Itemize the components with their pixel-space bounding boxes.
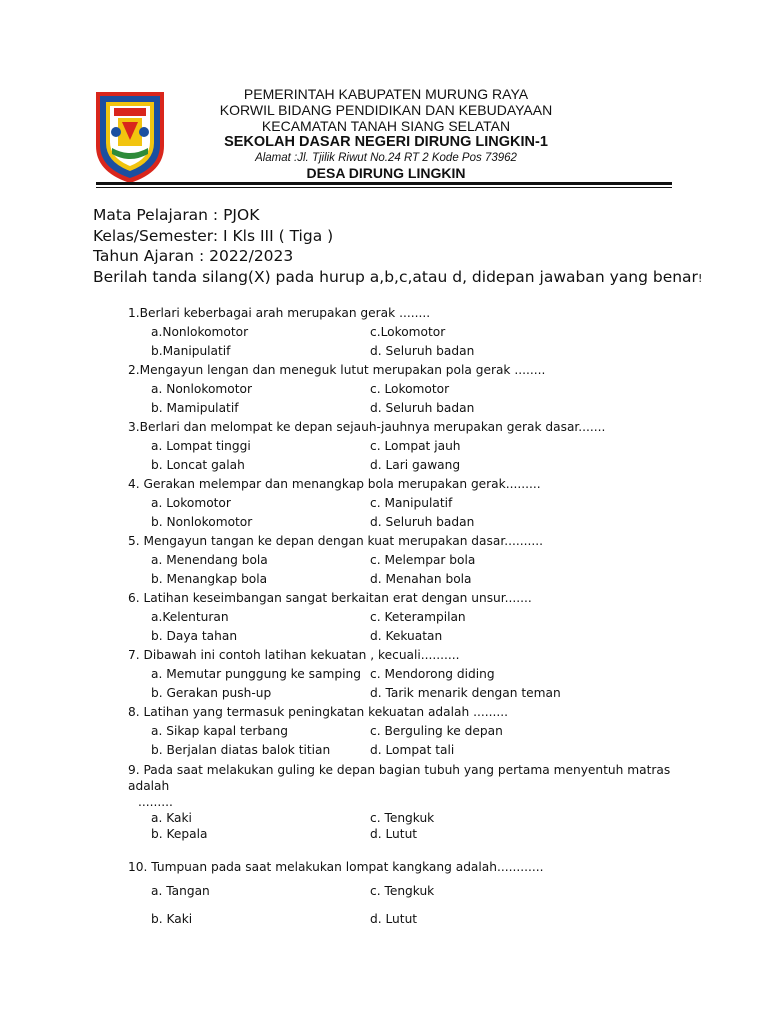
- question-3: [128, 418, 688, 475]
- regency-logo: [92, 88, 168, 186]
- option-a: a. Kaki: [151, 811, 192, 825]
- question-stem: 7. Dibawah ini contoh latihan kekuatan , kecuali..........: [128, 648, 460, 662]
- school-year-line: [93, 246, 733, 267]
- option-c: c. Lokomotor: [370, 382, 450, 396]
- option-c: c. Lompat jauh: [370, 439, 461, 453]
- question-stem: 3.Berlari dan melompat ke depan sejauh-jauhnya merupakan gerak dasar.......: [128, 420, 606, 434]
- option-d: d. Seluruh badan: [370, 401, 475, 415]
- option-c: c.Lokomotor: [370, 325, 446, 339]
- question-4: [128, 475, 688, 532]
- option-b: b. Menangkap bola: [151, 572, 268, 586]
- school-year-value: : 2022/2023: [199, 247, 294, 265]
- option-a: a. Tangan: [151, 884, 210, 898]
- question-stem-line: 9. Pada saat melakukan guling ke depan bagian tubuh yang pertama menyentuh matras adalah: [128, 763, 671, 793]
- question-stem: 2.Mengayun lengan dan meneguk lutut merupakan pola gerak ........: [128, 363, 546, 377]
- instruction-line: [93, 267, 733, 288]
- header-divider: [96, 182, 672, 185]
- question-stem: 10. Tumpuan pada saat melakukan lompat kangkang adalah............: [128, 860, 544, 874]
- option-c: c. Tengkuk: [370, 884, 435, 898]
- option-a: a. Lompat tinggi: [151, 439, 251, 453]
- subject-line: Mata Pelajaran : PJOK: [93, 206, 260, 224]
- question-stem: 4. Gerakan melempar dan menangkap bola merupakan gerak.........: [128, 477, 541, 491]
- option-d: d. Seluruh badan: [370, 515, 475, 529]
- option-a: a. Menendang bola: [151, 553, 268, 567]
- question-stem: 8. Latihan yang termasuk peningkatan kekuatan adalah .........: [128, 705, 508, 719]
- header-divider-thin: [96, 187, 672, 188]
- instruction-text: Berilah tanda silang(X) pada hurup a,b,c,atau d, didepan jawaban yang benar: [93, 267, 698, 286]
- exam-info: [93, 205, 733, 287]
- question-1: [128, 304, 688, 361]
- option-b: b. Gerakan push-up: [151, 686, 272, 700]
- class-semester-line: Kelas/Semester: I Kls III ( Tiga ): [93, 226, 334, 245]
- option-b: b.Manipulatif: [151, 344, 231, 358]
- question-7: [128, 646, 688, 703]
- question-6: [128, 589, 688, 646]
- option-b: b. Kepala: [151, 827, 208, 841]
- option-b: b. Nonlokomotor: [151, 515, 253, 529]
- option-a: a. Memutar punggung ke samping: [151, 667, 361, 681]
- question-stem: 1.Berlari keberbagai arah merupakan gerak ........: [128, 306, 431, 320]
- option-d: d. Lari gawang: [370, 458, 461, 472]
- option-d: d. Lutut: [370, 827, 418, 841]
- question-9: [128, 760, 688, 842]
- option-c: c. Keterampilan: [370, 610, 466, 624]
- option-d: d. Seluruh badan: [370, 344, 475, 358]
- education-office: KORWIL BIDANG PENDIDIKAN DAN KEBUDAYAAN: [219, 102, 553, 118]
- question-10: [128, 858, 688, 933]
- option-d: d. Kekuatan: [370, 629, 443, 643]
- option-b: b. Berjalan diatas balok titian: [151, 743, 331, 757]
- option-a: a.Kelenturan: [151, 610, 229, 624]
- question-8: [128, 703, 688, 760]
- option-b: b. Daya tahan: [151, 629, 238, 643]
- instruction-mark: !: [697, 271, 703, 285]
- option-d: d. Tarik menarik dengan teman: [370, 686, 561, 700]
- option-a: a. Nonlokomotor: [151, 382, 253, 396]
- school-name: SEKOLAH DASAR NEGERI DIRUNG LINGKIN-1: [224, 134, 548, 150]
- question-stem: [128, 760, 688, 810]
- option-c: c. Melempar bola: [370, 553, 476, 567]
- option-d: d. Lutut: [370, 912, 418, 926]
- government-name: PEMERINTAH KABUPATEN MURUNG RAYA: [243, 86, 529, 102]
- district-name: KECAMATAN TANAH SIANG SELATAN: [261, 118, 511, 134]
- question-stem-continuation: .........: [138, 795, 173, 809]
- option-b: b. Mamipulatif: [151, 401, 239, 415]
- option-d: d. Lompat tali: [370, 743, 455, 757]
- question-2: [128, 361, 688, 418]
- option-d: d. Menahan bola: [370, 572, 472, 586]
- option-b: b. Kaki: [151, 912, 193, 926]
- school-year-label: Tahun Ajaran: [93, 247, 194, 265]
- question-list: [128, 304, 688, 933]
- option-a: a. Lokomotor: [151, 496, 231, 510]
- option-a: a. Sikap kapal terbang: [151, 724, 288, 738]
- letterhead: [200, 86, 572, 181]
- option-c: c. Berguling ke depan: [370, 724, 503, 738]
- option-c: c. Manipulatif: [370, 496, 453, 510]
- option-a: a.Nonlokomotor: [151, 325, 249, 339]
- option-c: c. Mendorong diding: [370, 667, 495, 681]
- question-5: [128, 532, 688, 589]
- school-address: Alamat :Jl. Tjilik Riwut No.24 RT 2 Kode Pos 73962: [255, 152, 517, 164]
- option-b: b. Loncat galah: [151, 458, 245, 472]
- question-stem: 5. Mengayun tangan ke depan dengan kuat merupakan dasar..........: [128, 534, 543, 548]
- question-stem: 6. Latihan keseimbangan sangat berkaitan erat dengan unsur.......: [128, 591, 532, 605]
- village-name: DESA DIRUNG LINGKIN: [306, 165, 466, 181]
- option-c: c. Tengkuk: [370, 811, 435, 825]
